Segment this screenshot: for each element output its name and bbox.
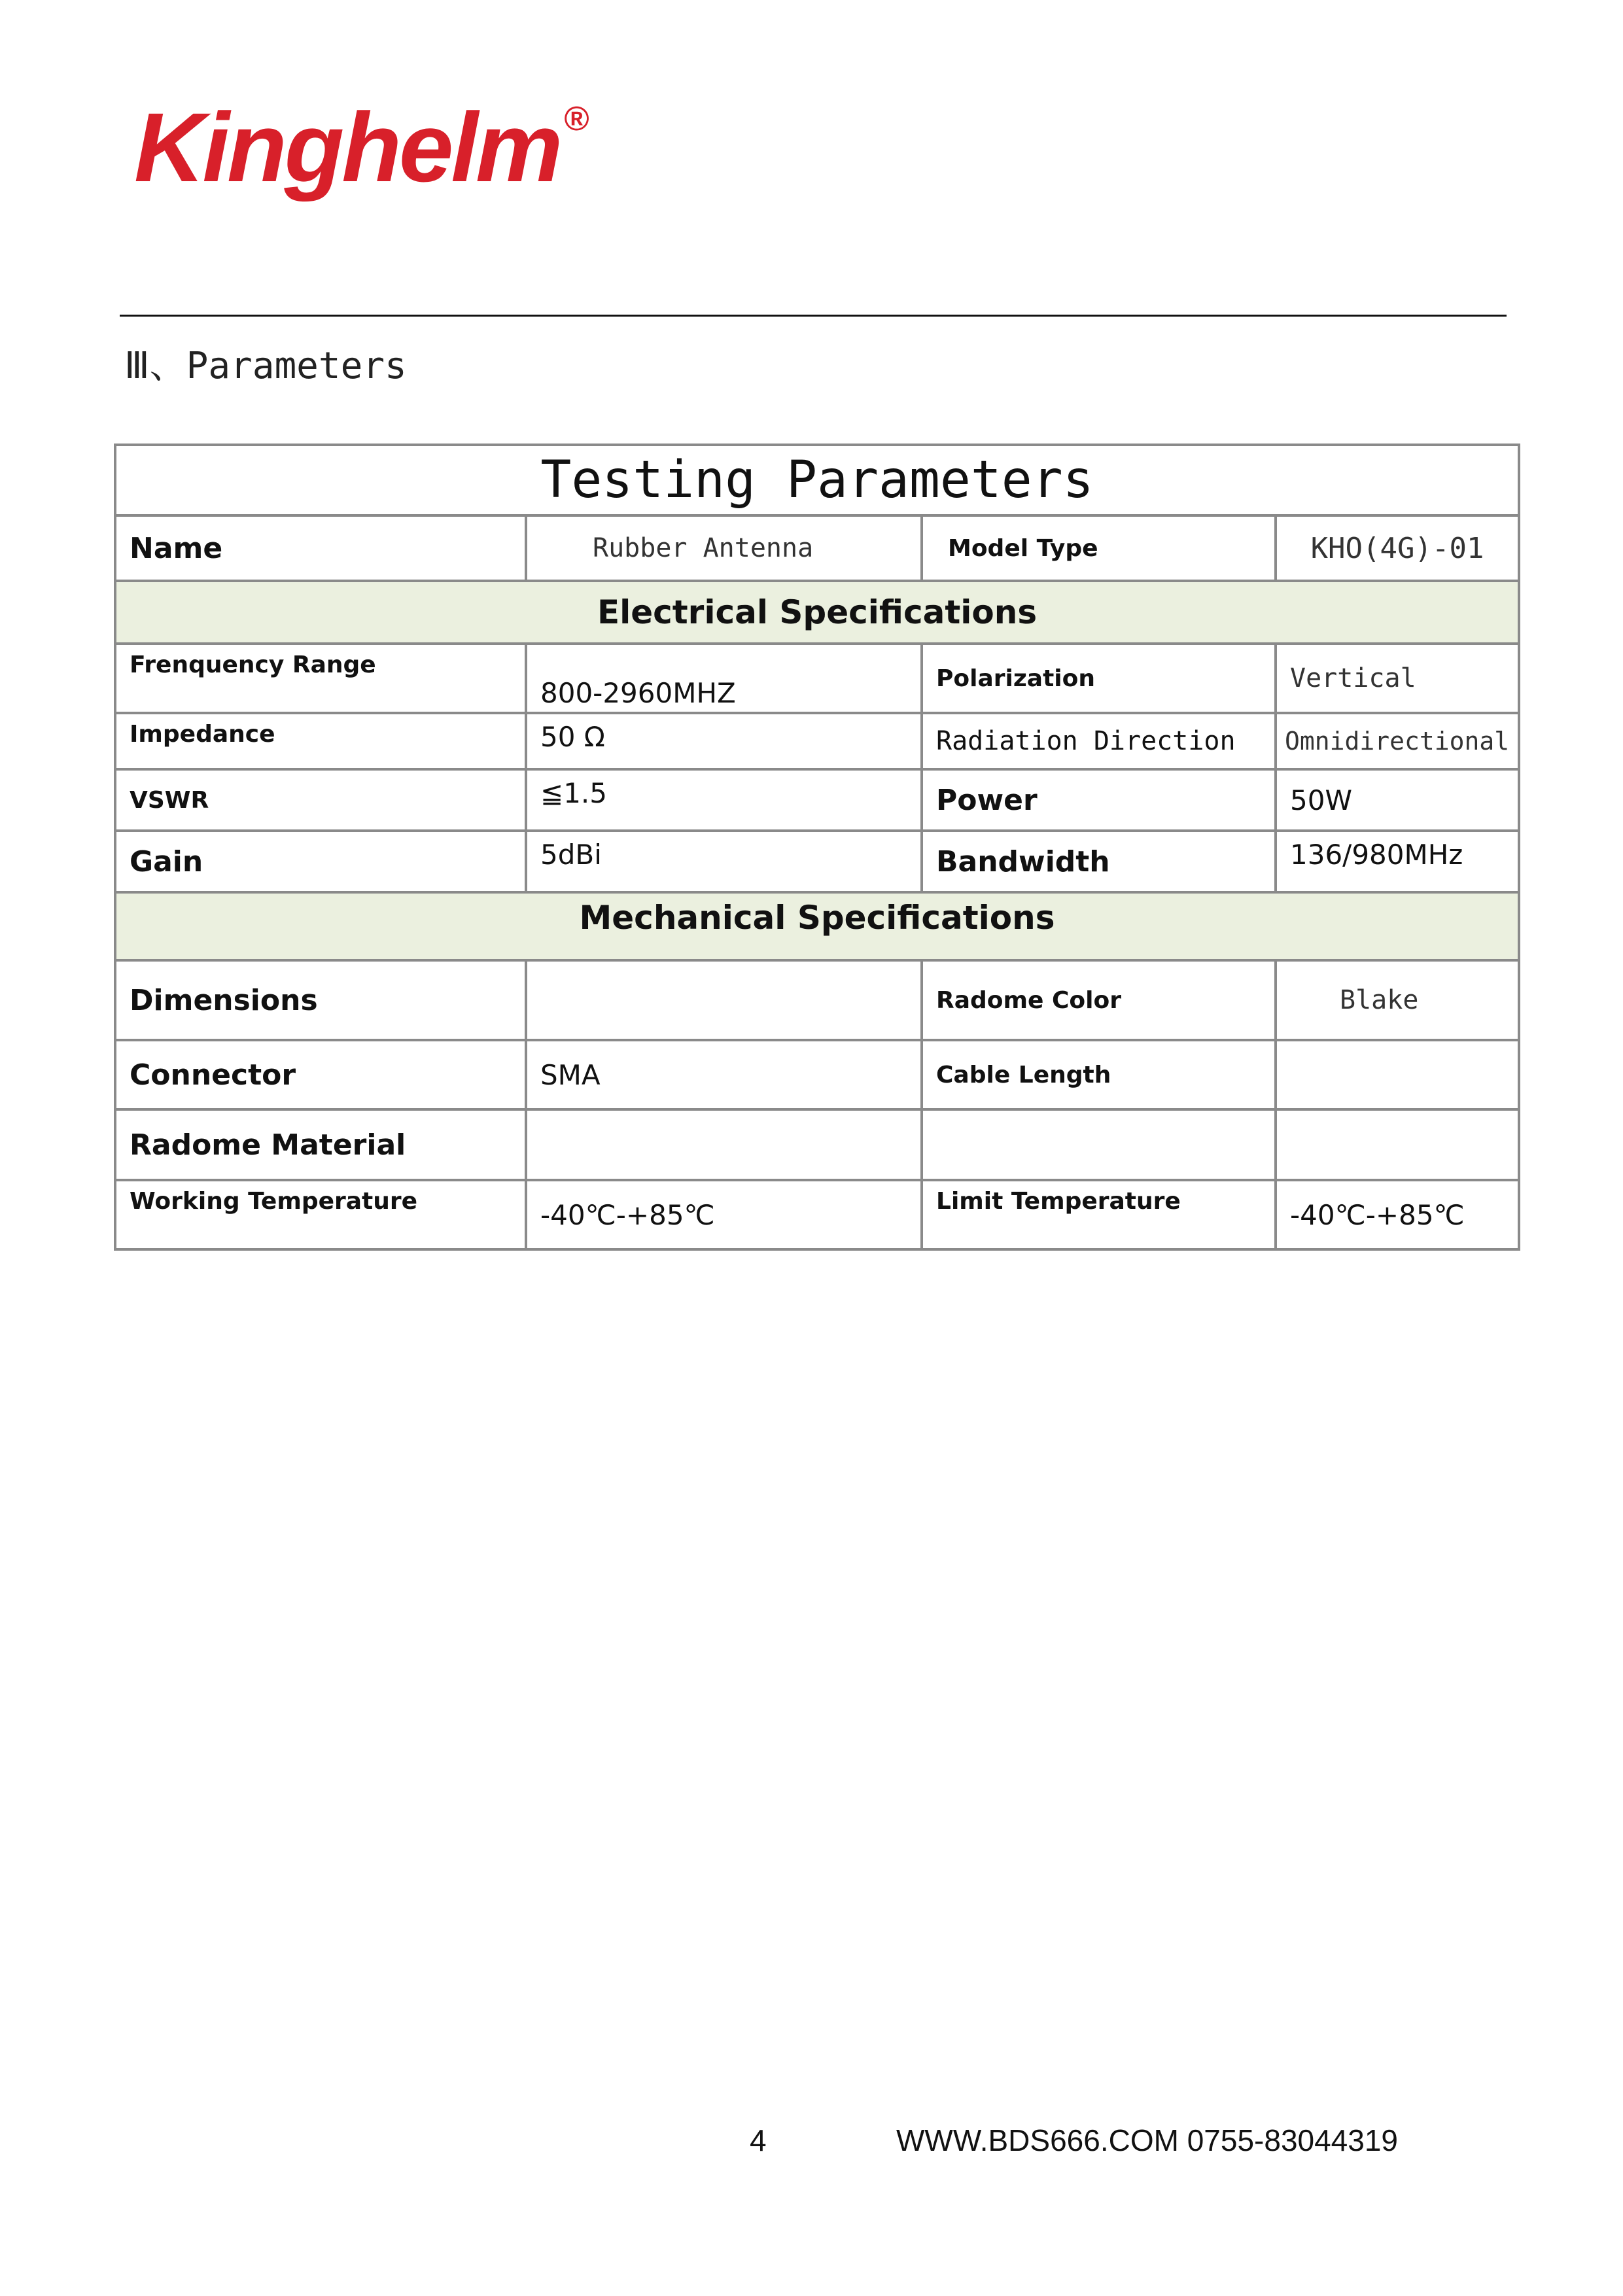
cable-length-label: Cable Length xyxy=(922,1040,1276,1109)
dimensions-label: Dimensions xyxy=(115,960,526,1040)
polarization-label: Polarization xyxy=(922,644,1276,713)
radiation-direction-label: Radiation Direction xyxy=(922,713,1276,769)
radome-material-value xyxy=(526,1109,922,1180)
vswr-label: VSWR xyxy=(115,769,526,831)
model-type-label: Model Type xyxy=(922,515,1276,581)
polarization-value: Vertical xyxy=(1276,644,1519,713)
radiation-direction-value: Omnidirectional xyxy=(1276,713,1519,769)
cable-length-value xyxy=(1276,1040,1519,1109)
kinghelm-logo xyxy=(134,92,587,202)
empty-value-cell xyxy=(1276,1109,1519,1180)
bandwidth-label: Bandwidth xyxy=(922,831,1276,892)
working-temperature-label: Working Temperature xyxy=(115,1180,526,1249)
limit-temperature-value: -40℃-+85℃ xyxy=(1276,1180,1519,1249)
name-label: Name xyxy=(115,515,526,581)
table-row xyxy=(115,644,1519,713)
footer-contact: WWW.BDS666.COM 0755-83044319 xyxy=(896,2123,1399,2157)
name-value: Rubber Antenna xyxy=(526,515,922,581)
registered-mark: ® xyxy=(564,100,587,138)
impedance-value: 50 Ω xyxy=(526,713,922,769)
bandwidth-value: 136/980MHz xyxy=(1276,831,1519,892)
working-temperature-value: -40℃-+85℃ xyxy=(526,1180,922,1249)
page-number: 4 xyxy=(750,2123,767,2157)
impedance-label: Impedance xyxy=(115,713,526,769)
frequency-range-value: 800-2960MHZ xyxy=(526,644,922,713)
table-row xyxy=(115,769,1519,831)
table-title: Testing Parameters xyxy=(115,445,1519,515)
vswr-value: ≦1.5 xyxy=(526,769,922,831)
radome-color-value: Blake xyxy=(1276,960,1519,1040)
testing-parameters-table xyxy=(114,444,1520,1251)
header-divider xyxy=(120,315,1507,317)
connector-label: Connector xyxy=(115,1040,526,1109)
model-type-value: KHO(4G)-01 xyxy=(1276,515,1519,581)
gain-value: 5dBi xyxy=(526,831,922,892)
gain-label: Gain xyxy=(115,831,526,892)
electrical-specifications-heading: Electrical Specifications xyxy=(115,581,1519,644)
limit-temperature-label: Limit Temperature xyxy=(922,1180,1276,1249)
connector-value: SMA xyxy=(526,1040,922,1109)
radome-color-label: Radome Color xyxy=(922,960,1276,1040)
logo-text: Kinghelm xyxy=(134,92,561,202)
mechanical-specifications-heading: Mechanical Specifications xyxy=(115,892,1519,960)
table-row xyxy=(115,1109,1519,1180)
table-title-row xyxy=(115,445,1519,515)
name-row xyxy=(115,515,1519,581)
frequency-range-label: Frenquency Range xyxy=(115,644,526,713)
table-row xyxy=(115,960,1519,1040)
table-row xyxy=(115,831,1519,892)
empty-label-cell xyxy=(922,1109,1276,1180)
power-value: 50W xyxy=(1276,769,1519,831)
table-row xyxy=(115,1040,1519,1109)
section-title: Ⅲ、Parameters xyxy=(124,345,407,387)
dimensions-value xyxy=(526,960,922,1040)
table-row xyxy=(115,1180,1519,1249)
power-label: Power xyxy=(922,769,1276,831)
table-row xyxy=(115,713,1519,769)
electrical-heading-row xyxy=(115,581,1519,644)
radome-material-label: Radome Material xyxy=(115,1109,526,1180)
mechanical-heading-row xyxy=(115,892,1519,960)
